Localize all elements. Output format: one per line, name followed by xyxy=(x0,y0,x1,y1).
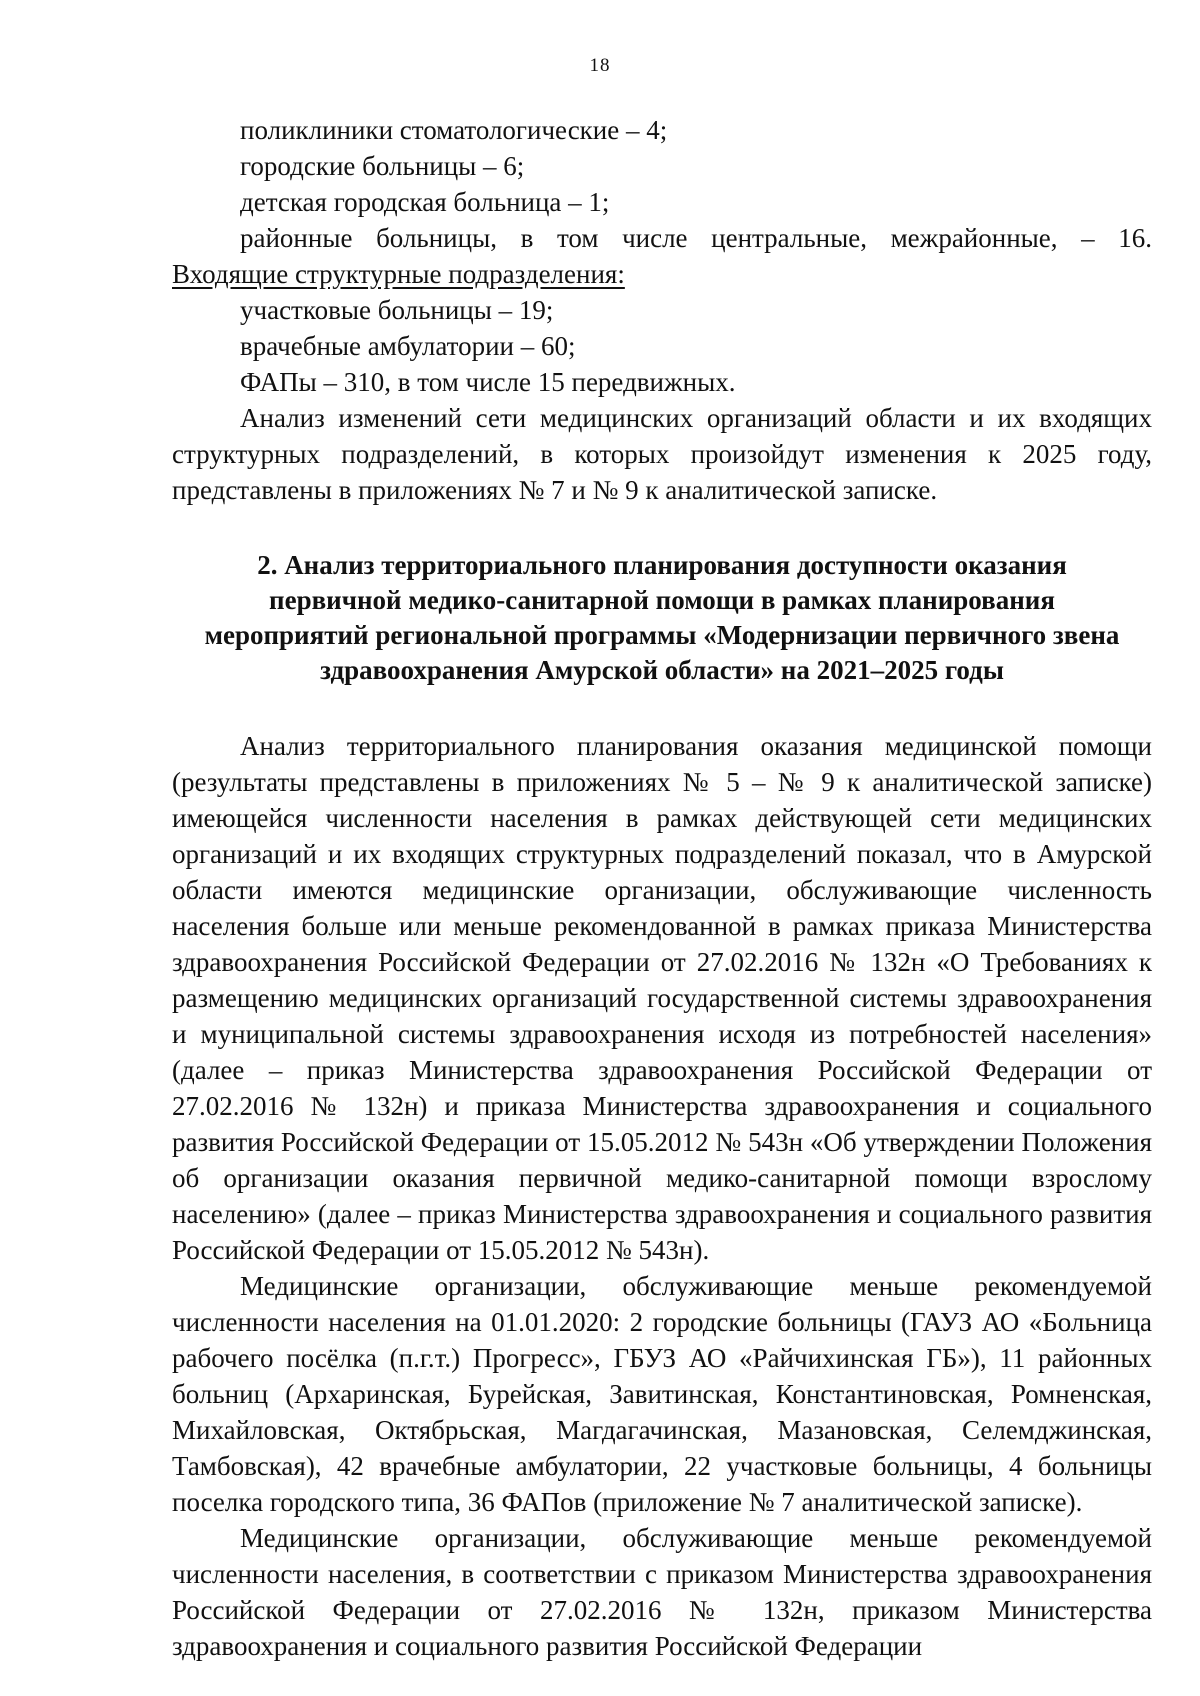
paragraph-network-changes: Анализ изменений сети медицинских организаций области и их входящих структурных подразделений, в которых произойдут изменения к 2025 году, представлены в приложениях № 7 и № 9 к аналитической записке. xyxy=(172,403,1152,505)
page-number: 18 xyxy=(589,55,611,76)
list-item-ambulatories: врачебные амбулатории – 60; xyxy=(240,331,576,361)
list-item-fap: ФАПы – 310, в том числе 15 передвижных. xyxy=(240,367,736,397)
list-item-city-hospitals: городские больницы – 6; xyxy=(240,151,525,181)
list-item-children-hospital: детская городская больница – 1; xyxy=(240,187,610,217)
subheading-structural-units-text: Входящие структурные подразделения: xyxy=(172,259,625,289)
section-heading-line-1: 2. Анализ территориального планирования доступности оказания xyxy=(257,550,1067,580)
paragraph-underserved-orders: Медицинские организации, обслуживающие меньше рекомендуемой численности населения, в соответствии с приказом Министерства здравоохранения Российской Федерации от 27.02.2016 № 132н, приказом Министерства здравоохранения и социального развития Российской Федерации xyxy=(172,1523,1152,1661)
paragraph-underserved-2020: Медицинские организации, обслуживающие меньше рекомендуемой численности населения на 01.01.2020: 2 городские больницы (ГАУЗ АО «Больница рабочего посёлка (п.г.т.) Прогресс», ГБУЗ АО «Райчихинская ГБ»), 11 районных больниц (Архаринская, Бурейская, Завитинская, Константиновская, Ромненская, Михайловская, Октябрьская, Магдагачинская, Мазановская, Селемджинская, Тамбовская), 42 врачебные амбулатории, 22 участковые больницы, 4 больницы поселка городского типа, 36 ФАПов (приложение № 7 аналитической записке). xyxy=(172,1271,1152,1517)
page-content xyxy=(172,112,1152,1664)
list-item-dental-clinics: поликлиники стоматологические – 4; xyxy=(240,115,668,145)
section-heading-line-2: первичной медико-санитарной помощи в рамках планирования xyxy=(269,585,1055,615)
subheading-structural-units xyxy=(172,256,1152,292)
paragraph-territorial-analysis: Анализ территориального планирования оказания медицинской помощи (результаты представлены в приложениях № 5 – № 9 к аналитической записке) имеющейся численности населения в рамках действующей сети медицинских организаций и их входящих структурных подразделений показал, что в Амурской области имеются медицинские организации, обслуживающие численность населения больше или меньше рекомендованной в рамках приказа Министерства здравоохранения Российской Федерации от 27.02.2016 № 132н «О Требованиях к размещению медицинских организаций государственной системы здравоохранения и муниципальной системы здравоохранения исходя из потребностей населения» (далее – приказ Министерства здравоохранения Российской Федерации от 27.02.2016 № 132н) и приказа Министерства здравоохранения и социального развития Российской Федерации от 15.05.2012 № 543н «Об утверждении Положения об организации оказания первичной медико-санитарной помощи взрослому населению» (далее – приказ Министерства здравоохранения и социального развития Российской Федерации от 15.05.2012 № 543н). xyxy=(172,731,1152,1265)
list-item-local-hospitals: участковые больницы – 19; xyxy=(240,295,554,325)
section-heading xyxy=(172,548,1152,688)
section-heading-line-4: здравоохранения Амурской области» на 2021–2025 годы xyxy=(320,655,1004,685)
list-item-district-hospitals: районные больницы, в том числе центральные, межрайонные, – 16. xyxy=(240,223,1152,253)
section-heading-line-3: мероприятий региональной программы «Модернизации первичного звена xyxy=(204,620,1120,650)
